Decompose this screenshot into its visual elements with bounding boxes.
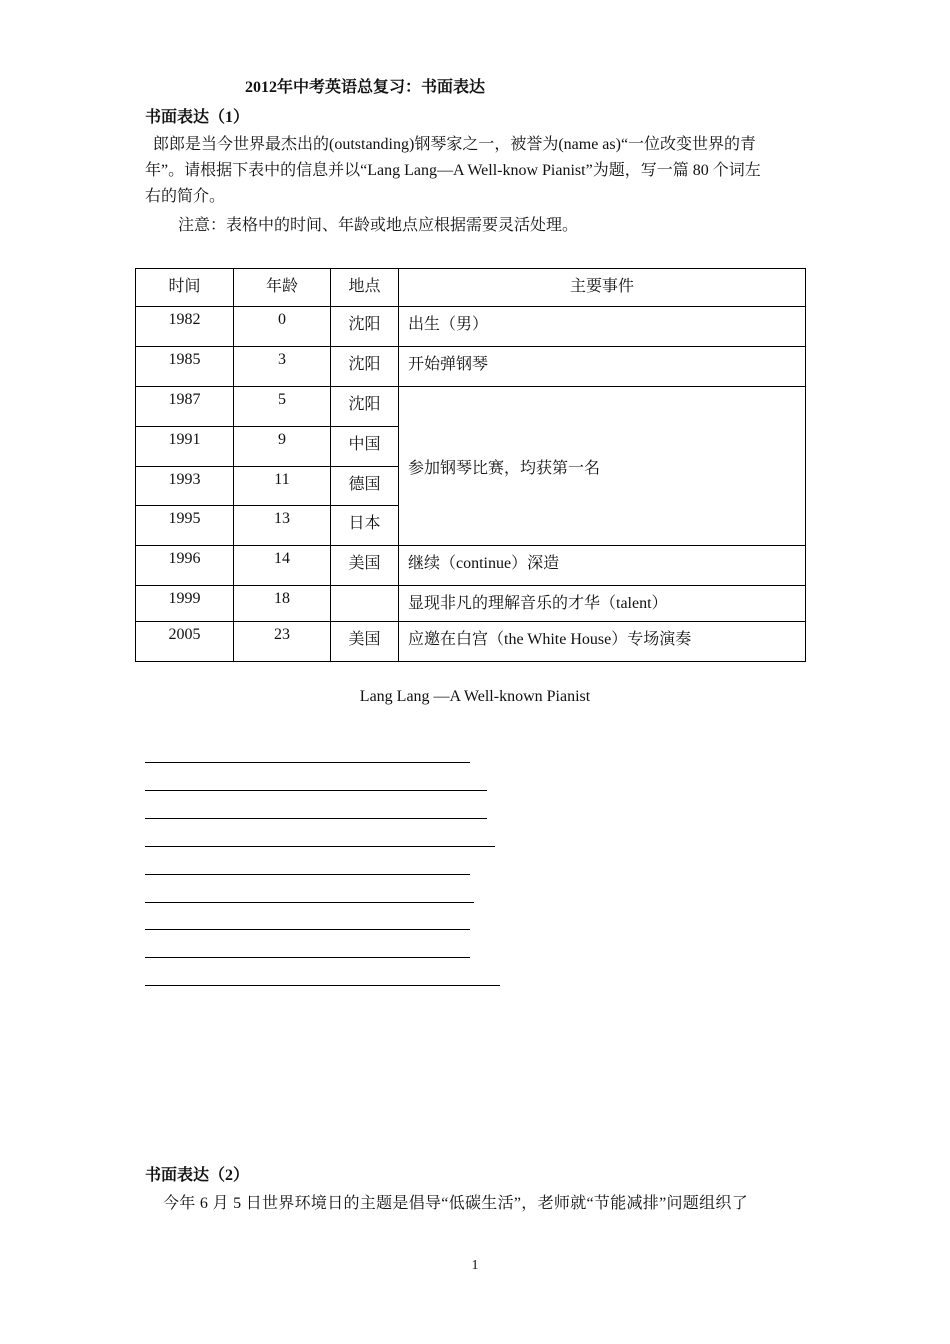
header-age: 年龄 (234, 269, 331, 307)
answer-line[interactable] (145, 929, 470, 930)
section1-note: 注意：表格中的时间、年龄或地点应根据需要灵活处理。 (178, 217, 579, 234)
cell-place: 美国 (331, 622, 399, 662)
cell-time: 1993 (136, 467, 234, 506)
cell-age: 5 (234, 387, 331, 427)
document-title: 2012年中考英语总复习：书面表达 (245, 79, 486, 96)
answer-line[interactable] (145, 902, 474, 903)
instruction-line-1: 郎郎是当今世界最杰出的(outstanding)钢琴家之一，被誉为(name as)“一位改变世界的青 (153, 136, 757, 153)
answer-line[interactable] (145, 957, 470, 958)
essay-title: Lang Lang —A Well-known Pianist (359, 688, 591, 705)
cell-age: 23 (234, 622, 331, 662)
cell-time: 1996 (136, 546, 234, 586)
cell-place: 美国 (331, 546, 399, 586)
answer-line[interactable] (145, 846, 495, 847)
table-row (136, 307, 806, 347)
answer-line[interactable] (145, 790, 487, 791)
cell-age: 9 (234, 427, 331, 467)
cell-age: 3 (234, 347, 331, 387)
section1-instructions (145, 132, 807, 210)
cell-event: 开始弹钢琴 (399, 347, 806, 387)
section1-heading: 书面表达（1） (145, 109, 250, 126)
cell-event: 出生（男） (399, 307, 806, 347)
table-row (136, 586, 806, 622)
table-row (136, 622, 806, 662)
cell-place (331, 586, 399, 622)
cell-time: 1985 (136, 347, 234, 387)
answer-line[interactable] (145, 874, 470, 875)
cell-place: 德国 (331, 467, 399, 506)
answer-line[interactable] (145, 818, 487, 819)
header-event: 主要事件 (399, 269, 806, 307)
table-row (136, 387, 806, 427)
cell-place: 沈阳 (331, 307, 399, 347)
cell-event: 应邀在白宫（the White House）专场演奏 (399, 622, 806, 662)
cell-age: 13 (234, 506, 331, 546)
cell-age: 18 (234, 586, 331, 622)
table-row (136, 347, 806, 387)
cell-place: 日本 (331, 506, 399, 546)
cell-event-merged: 参加钢琴比赛，均获第一名 (399, 387, 806, 546)
table-row (136, 546, 806, 586)
header-place: 地点 (331, 269, 399, 307)
cell-time: 1999 (136, 586, 234, 622)
events-table (135, 268, 806, 662)
cell-time: 1991 (136, 427, 234, 467)
header-time: 时间 (136, 269, 234, 307)
cell-place: 沈阳 (331, 347, 399, 387)
instruction-line-2: 年”。请根据下表中的信息并以“Lang Lang—A Well-know Pianist”为题，写一篇 80 个词左 (145, 162, 761, 179)
cell-age: 11 (234, 467, 331, 506)
cell-event: 继续（continue）深造 (399, 546, 806, 586)
cell-place: 沈阳 (331, 387, 399, 427)
instruction-line-3: 右的简介。 (145, 188, 226, 205)
section2-heading: 书面表达（2） (145, 1167, 250, 1184)
cell-age: 14 (234, 546, 331, 586)
answer-line[interactable] (145, 762, 470, 763)
cell-place: 中国 (331, 427, 399, 467)
cell-time: 1987 (136, 387, 234, 427)
page-number: 1 (471, 1258, 479, 1273)
cell-time: 1982 (136, 307, 234, 347)
cell-event: 显现非凡的理解音乐的才华（talent） (399, 586, 806, 622)
section2-paragraph: 今年 6 月 5 日世界环境日的主题是倡导“低碳生活”，老师就“节能减排”问题组织了 (163, 1195, 749, 1212)
cell-time: 2005 (136, 622, 234, 662)
table-header-row (136, 269, 806, 307)
cell-time: 1995 (136, 506, 234, 546)
cell-age: 0 (234, 307, 331, 347)
answer-line[interactable] (145, 985, 500, 986)
